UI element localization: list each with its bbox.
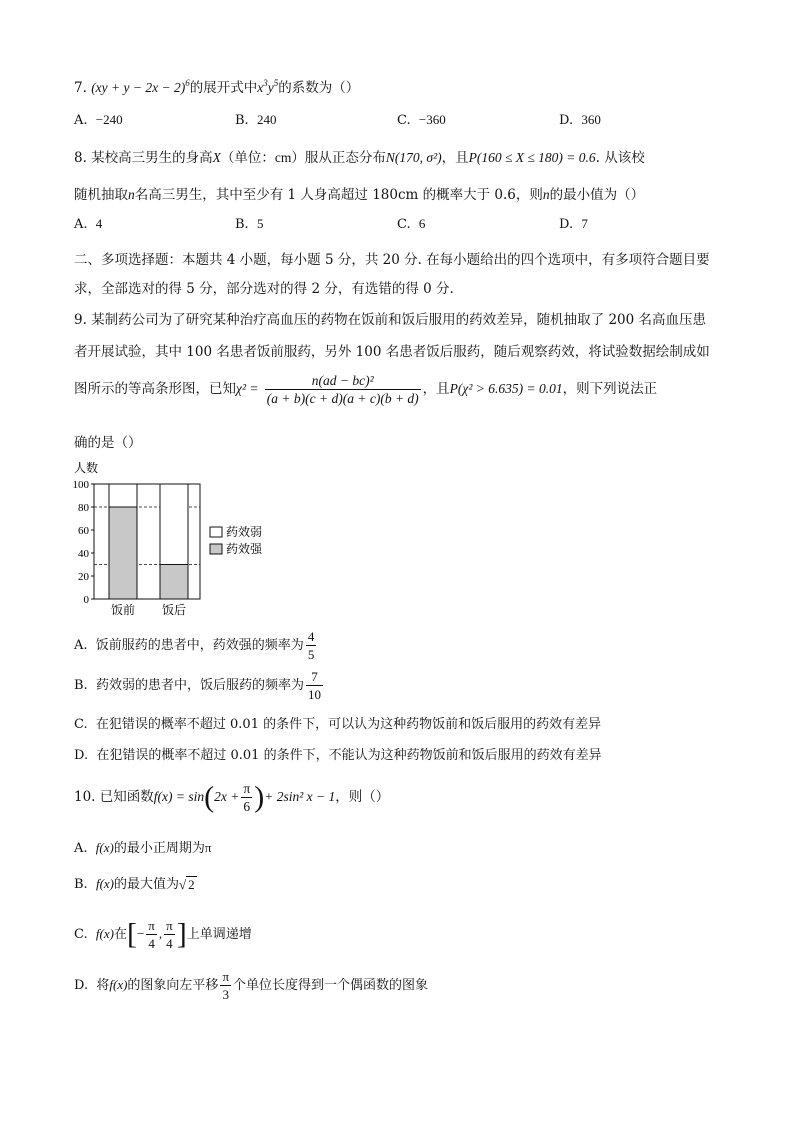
q8-option-a[interactable]: A. 4 — [74, 216, 103, 232]
y-tick-label: 100 — [72, 479, 89, 491]
bar-segment-weak — [160, 484, 188, 565]
legend-swatch — [210, 527, 222, 537]
q8-option-d[interactable]: D. 7 — [559, 216, 588, 232]
q9-option-d[interactable]: D. 在犯错误的概率不超过 0.01 的条件下，不能认为这种药物饭前和饭后服用的药效有差异 — [74, 748, 602, 763]
legend-label: 药效强 — [226, 542, 263, 556]
x-category-label: 饭前 — [110, 603, 136, 617]
legend-swatch — [210, 544, 222, 554]
q10-stem: 10. 已知函数f(x) = sin(2x + $\frac{\pi}{6}$ )+ 2sin² x − 1，则（） — [74, 780, 390, 814]
chi-square-formula: $\frac{\text{n(ad − bc)²}}{(a + b)(c + d)(a + c)(b + d)}$ — [266, 373, 419, 406]
bar-segment-strong — [160, 565, 188, 600]
q9-option-a[interactable]: A. 饭前服药的患者中，药效强的频率为 $\frac{4}{5}$ — [74, 629, 315, 662]
q8-option-c[interactable]: C. 6 — [397, 216, 426, 232]
q7-expression: (xy + y − 2x − 2)$^6$ — [91, 78, 190, 95]
q8-stem-line2: 随机抽取n名高三男生，其中至少有 1 人身高超过 180cm 的概率大于 0.6，则n的最小值为（） — [74, 187, 645, 203]
q8-option-b[interactable]: B. 5 — [235, 216, 264, 232]
q10-option-b[interactable]: B. f(x)的最大值为√ 2 — [74, 876, 195, 892]
q7-option-b[interactable]: B. 240 — [235, 112, 277, 128]
chi-square-symbol: χ² = — [236, 381, 259, 396]
section2-instructions-line2: 求，全部选对的得 5 分，部分选对的得 2 分，有选错的得 0 分. — [74, 281, 454, 297]
q7-stem: 7. (xy + y − 2x − 2)$^6$的展开式中$x^3y^5$的系数为（） — [74, 78, 360, 96]
q9-stem-line1: 9. 某制药公司为了研究某种治疗高血压的药物在饭前和饭后服用的药效差异，随机抽取了 200 名高血压患 — [74, 312, 707, 328]
y-tick-label: 20 — [78, 571, 89, 583]
q7-number: 7. — [74, 80, 87, 96]
y-tick-label: 80 — [78, 502, 89, 514]
sqrt-symbol: √ 2 — [179, 876, 195, 892]
q8-stem-line1: 8. 某校高三男生的身高X（单位：cm）服从正态分布N(170, σ²)，且P(160 ≤ X ≤ 180) = 0.6. 从该校 — [74, 150, 645, 166]
bar-segment-weak — [109, 484, 137, 507]
legend-label: 药效弱 — [226, 525, 263, 539]
section2-instructions-line1: 二、多项选择题：本题共 4 小题，每小题 5 分，共 20 分. 在每小题给出的四个选项中，有多项符合题目要 — [74, 252, 710, 268]
equal-height-bar-chart — [66, 456, 296, 620]
q10-option-c[interactable]: C. f(x)在[− $\frac{\pi}{4}$ , $\frac{\pi}{4}$ ]上单调递增 — [74, 917, 252, 951]
x-category-label: 饭后 — [161, 603, 187, 617]
q7-option-d[interactable]: D. 360 — [559, 112, 601, 128]
q9-stem-line2: 者开展试验，其中 100 名患者饭前服药，另外 100 名患者饭后服药，随后观察药效，将试验数据绘制成如 — [74, 344, 710, 360]
y-tick-label: 40 — [78, 548, 89, 560]
y-tick-label: 60 — [78, 525, 89, 537]
q9-stem-line4: 确的是（） — [74, 435, 142, 451]
q10-option-d[interactable]: D. 将f(x)的图象向左平移 $\frac{\pi}{3}$ 个单位长度得到一个偶函数的图象 — [74, 969, 429, 1002]
q10-option-a[interactable]: A. f(x)的最小正周期为π — [74, 840, 212, 856]
bar-segment-strong — [109, 507, 137, 599]
q9-option-c[interactable]: C. 在犯错误的概率不超过 0.01 的条件下，可以认为这种药物饭前和饭后服用的药效有差异 — [74, 717, 602, 732]
q7-option-a[interactable]: A. −240 — [74, 112, 123, 128]
y-tick-label: 0 — [83, 594, 89, 606]
q7-option-c[interactable]: C. −360 — [397, 112, 446, 128]
y-axis-label: 人数 — [74, 461, 99, 475]
q7-term: $x^3y^5$ — [257, 78, 279, 95]
q9-option-b[interactable]: B. 药效弱的患者中，饭后服药的频率为 $\frac{7}{10}$ — [74, 669, 321, 702]
q9-stem-line3: 图所示的等高条形图，已知χ² = $\frac{\text{n(ad − bc)²}}{(a + b)(c + d)(a + c)(b + d)}$ ，且P(χ² > 6.635) = 0.01，则下列说法正 — [74, 373, 658, 406]
